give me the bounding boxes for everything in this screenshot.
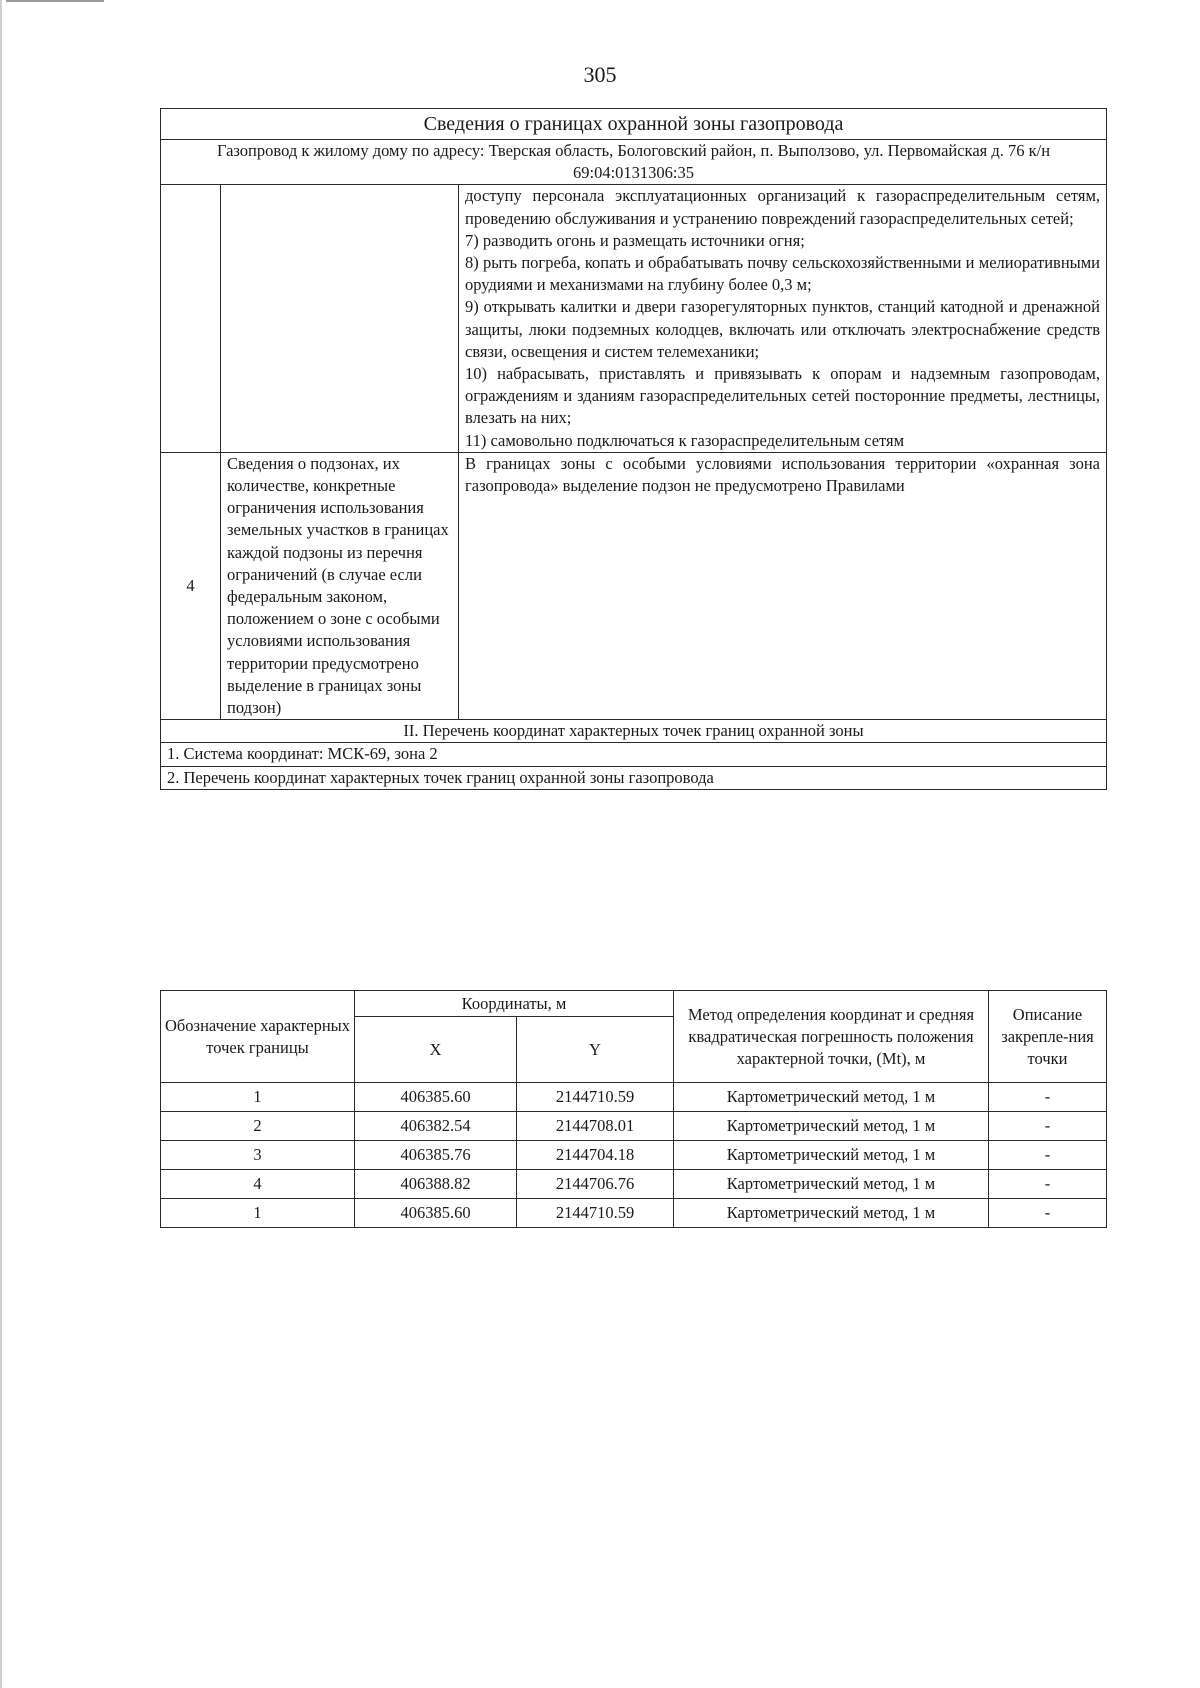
subzones-number: 4 xyxy=(161,452,221,719)
section2-title-row xyxy=(161,720,1107,743)
x-cell: 406385.76 xyxy=(355,1141,517,1170)
method-cell: Картометрический метод, 1 м xyxy=(674,1083,989,1112)
x-cell: 406385.60 xyxy=(355,1199,517,1228)
page-number: 305 xyxy=(583,62,617,87)
subtitle-row xyxy=(161,140,1107,185)
document-subtitle: Газопровод к жилому дому по адресу: Тверская область, Бологовский район, п. Выползово, ул. Первомайская д. 76 к/н 69:04:0131306:35 xyxy=(161,140,1107,185)
scan-mark xyxy=(6,0,104,2)
method-cell: Картометрический метод, 1 м xyxy=(674,1199,989,1228)
y-cell: 2144708.01 xyxy=(517,1112,674,1141)
subzones-content: В границах зоны с особыми условиями использования территории «охранная зона газопровода» выделение подзон не предусмотрено Правилами xyxy=(459,452,1107,719)
scan-edge xyxy=(0,0,2,1688)
method-cell: Картометрический метод, 1 м xyxy=(674,1141,989,1170)
document-title: Сведения о границах охранной зоны газопровода xyxy=(161,109,1107,140)
description-cell: - xyxy=(989,1170,1107,1199)
header-y: Y xyxy=(517,1017,674,1083)
header-coords: Координаты, м xyxy=(355,991,674,1017)
point-cell: 3 xyxy=(161,1141,355,1170)
header-x: X xyxy=(355,1017,517,1083)
restriction-item: 8) рыть погреба, копать и обрабатывать почву сельскохозяйственными и мелиоративными орудиями и механизмами на глубину более 0,3 м; xyxy=(465,253,1101,295)
y-cell: 2144710.59 xyxy=(517,1083,674,1112)
restriction-item: доступу персонала эксплуатационных организаций к газораспределительным сетям, проведению обслуживания и устранению повреждений газораспределительных сетей; xyxy=(465,186,1101,228)
point-cell: 1 xyxy=(161,1083,355,1112)
point-cell: 2 xyxy=(161,1112,355,1141)
zone-info-table xyxy=(160,108,1107,790)
subzones-row xyxy=(161,452,1107,719)
description-cell: - xyxy=(989,1083,1107,1112)
table-row xyxy=(161,1199,1107,1228)
table-row xyxy=(161,1083,1107,1112)
description-cell: - xyxy=(989,1141,1107,1170)
restriction-item: 11) самовольно подключаться к газораспределительным сетям xyxy=(465,430,905,450)
coord-system: 1. Система координат: МСК-69, зона 2 xyxy=(161,743,1107,766)
restrictions-content xyxy=(459,185,1107,452)
header-description: Описание закрепле-ния точки xyxy=(989,991,1107,1083)
title-row xyxy=(161,109,1107,140)
x-cell: 406385.60 xyxy=(355,1083,517,1112)
description-cell: - xyxy=(989,1112,1107,1141)
points-list-title-row xyxy=(161,766,1107,789)
x-cell: 406382.54 xyxy=(355,1112,517,1141)
table-row xyxy=(161,1170,1107,1199)
coord-system-row xyxy=(161,743,1107,766)
subzones-label: Сведения о подзонах, их количестве, конкретные ограничения использования земельных участков в границах каждой подзоны из перечня ограничений (в случае если федеральным законом, положением о зоне с особыми условиями использования территории предусмотрено выделение в границах зоны подзон) xyxy=(221,452,459,719)
method-cell: Картометрический метод, 1 м xyxy=(674,1170,989,1199)
y-cell: 2144704.18 xyxy=(517,1141,674,1170)
table-row xyxy=(161,1112,1107,1141)
y-cell: 2144706.76 xyxy=(517,1170,674,1199)
description-cell: - xyxy=(989,1199,1107,1228)
restriction-item: 9) открывать калитки и двери газорегуляторных пунктов, станций катодной и дренажной защиты, люки подземных колодцев, включать или отключать электроснабжение средств связи, освещения и систем телемеханики; xyxy=(465,297,1101,361)
header-point: Обозначение характерных точек границы xyxy=(161,991,355,1083)
coord-header-row-1 xyxy=(161,991,1107,1017)
y-cell: 2144710.59 xyxy=(517,1199,674,1228)
header-method: Метод определения координат и средняя квадратическая погрешность положения характерной точки, (Mt), м xyxy=(674,991,989,1083)
x-cell: 406388.82 xyxy=(355,1170,517,1199)
table-row xyxy=(161,1141,1107,1170)
restrictions-label-cell xyxy=(221,185,459,452)
section2-title: II. Перечень координат характерных точек границ охранной зоны xyxy=(161,720,1107,743)
point-cell: 1 xyxy=(161,1199,355,1228)
restrictions-row xyxy=(161,185,1107,452)
restrictions-number-cell xyxy=(161,185,221,452)
point-cell: 4 xyxy=(161,1170,355,1199)
coordinates-table xyxy=(160,990,1107,1228)
points-list-title: 2. Перечень координат характерных точек границ охранной зоны газопровода xyxy=(161,766,1107,789)
restriction-item: 10) набрасывать, приставлять и привязывать к опорам и надземным газопроводам, ограждениям и зданиям газораспределительных сетей посторонние предметы, лестницы, влезать на них; xyxy=(465,364,1101,428)
method-cell: Картометрический метод, 1 м xyxy=(674,1112,989,1141)
restriction-item: 7) разводить огонь и размещать источники огня; xyxy=(465,230,805,250)
